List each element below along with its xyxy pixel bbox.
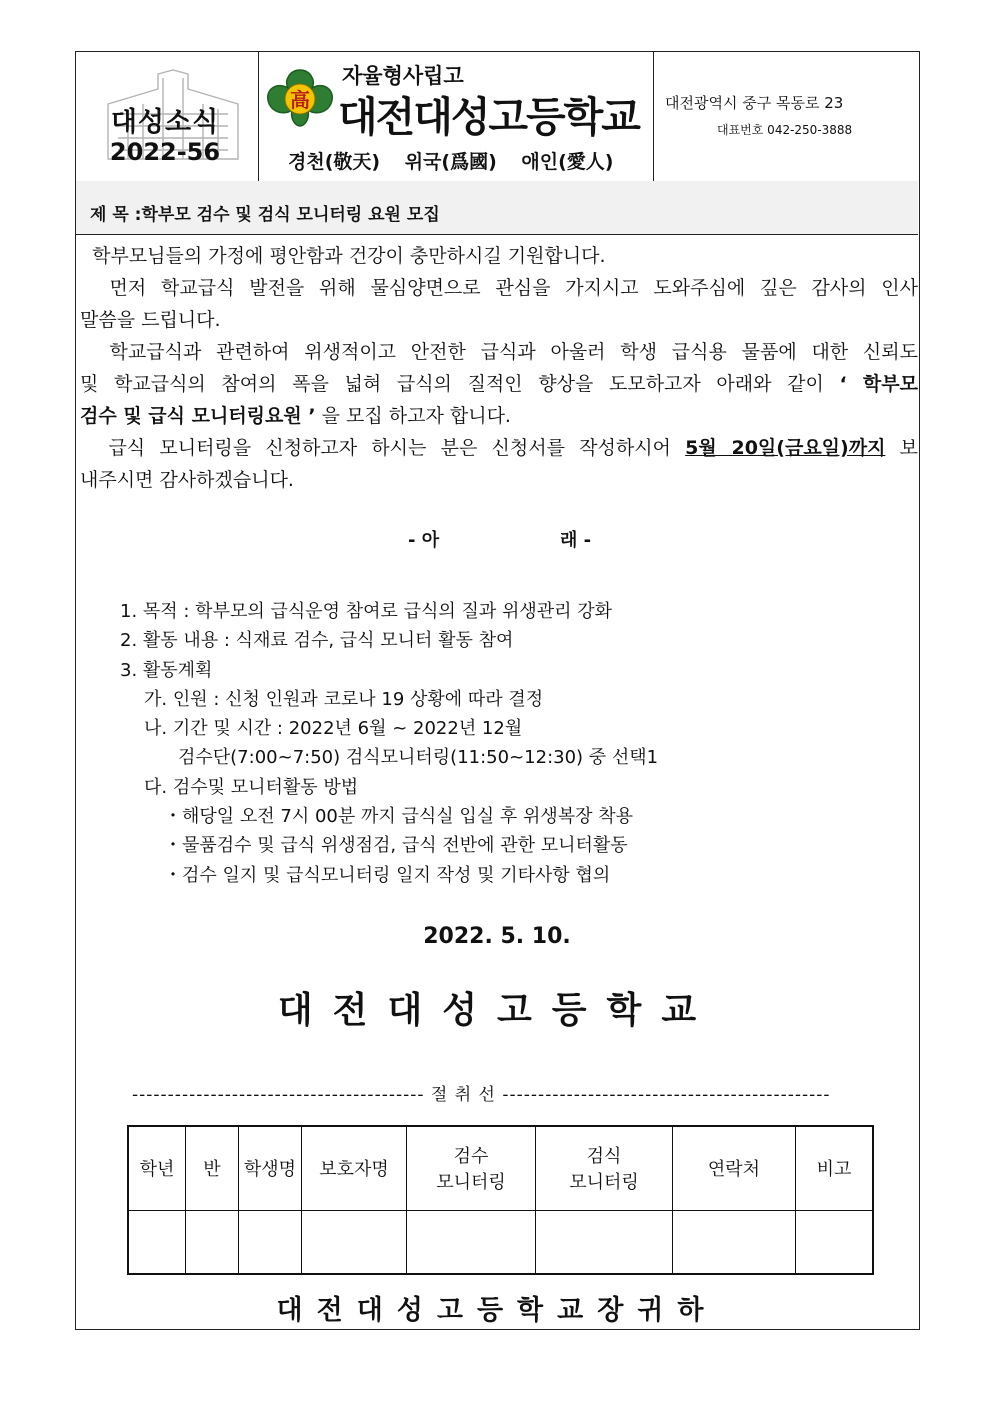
greeting-text: 학부모님들의 가정에 평안함과 건강이 충만하시길 기원합니다. [92,245,606,267]
thanks-line-1 [80,272,918,304]
school-motto: 경천(敬天) 위국(爲國) 애인(愛人) [288,151,614,173]
form-entry-row [128,1210,873,1274]
below-heading-left: - 아 [408,530,440,551]
recruit-role-1: ‘ 학부모 [839,373,918,395]
application-form [127,1125,874,1275]
school-contact [653,52,918,181]
thanks-line-2: 말씀을 드립니다. [80,309,221,331]
plan-time-slots: 검수단(7:00~7:50) 검식모니터링(11:50~12:30) 중 선택1 [178,747,659,769]
school-name: 대전대성고등학교 [338,93,639,141]
plan-headcount: 가. 인원 : 신청 인원과 코로나 19 상황에 따라 결정 [144,688,544,710]
greeting-paragraph [80,240,918,272]
grade-cell[interactable] [128,1210,186,1274]
newsletter-badge [76,52,259,181]
item-purpose: 1. 목적 : 학부모의 급식운영 참여로 급식의 질과 위생관리 강화 [120,601,613,622]
col-inspect-line1: 검수 [453,1146,489,1168]
cut-line: ----------------------------------------- 절 취 선 ---------------------------------------------- [132,1085,831,1105]
apply-text-2: 보 [885,437,918,459]
plan-method: 다. 검수및 모니터활동 방법 [144,776,359,798]
document-subject: 제 목 :학부모 검수 및 검식 모니터링 요원 모집 [76,181,918,235]
deadline-text: 5월 20일(금요일)까지 [685,437,886,459]
col-grade: 학년 [128,1126,186,1210]
school-phone: 대표번호 042-250-3888 [717,123,853,137]
purpose-line-1 [80,336,918,368]
school-identity [258,52,654,181]
details-list [120,597,658,890]
apply-line-1 [80,432,918,464]
newsletter-title: 대성소식 [110,107,220,138]
form-header-row [128,1126,873,1210]
purpose-text-2: 및 학교급식의 참여의 폭을 넓혀 급식의 질적인 향상을 도모하고자 아래와 같이 [80,373,840,395]
guardian-cell[interactable] [302,1210,407,1274]
col-taste-line2: 모니터링 [569,1172,639,1194]
item-plan: 3. 활동계획 [120,659,213,681]
newsletter-number: 2022-56 [109,138,221,166]
method-bullet-3: ・검수 일지 및 급식모니터링 일지 작성 및 기타사항 협의 [164,864,611,886]
recruit-role-2: 검수 및 급식 모니터링요원 ’ [80,405,316,427]
col-inspect [407,1126,536,1210]
purpose-text-1: 학교급식과 관련하여 위생적이고 안전한 급식과 아울러 학생 급식용 물품에 대한 신뢰도 [109,341,918,363]
taste-cell[interactable] [536,1210,673,1274]
student-cell[interactable] [239,1210,302,1274]
letter-body [80,240,918,496]
note-cell[interactable] [796,1210,874,1274]
issuer-signature: 대전대성고등학교 [277,990,717,1031]
letterhead [76,52,918,182]
col-class: 반 [186,1126,239,1210]
method-bullet-2: ・물품검수 및 급식 위생점검, 급식 전반에 관한 모니터활동 [164,835,628,857]
purpose-line-3 [80,400,918,432]
col-taste [536,1126,673,1210]
col-contact: 연락처 [673,1126,796,1210]
class-cell[interactable] [186,1210,239,1274]
issue-date: 2022. 5. 10. [423,924,571,949]
purpose-text-3: 을 모집 하고자 합니다. [315,405,511,427]
closing-addressee: 대전대성고등학교장귀하 [276,1295,718,1326]
col-inspect-line2: 모니터링 [436,1172,506,1194]
school-logo-icon [262,66,338,128]
apply-line-2: 내주시면 감사하겠습니다. [80,469,294,491]
logo-glyph: 高 [290,88,310,112]
contact-cell[interactable] [673,1210,796,1274]
thanks-text-1: 먼저 학교급식 발전을 위해 물심양면으로 관심을 가지시고 도와주심에 깊은 감사의 인사 [109,277,918,299]
inspect-cell[interactable] [407,1210,536,1274]
plan-period: 나. 기간 및 시간 : 2022년 6월 ~ 2022년 12월 [144,718,523,740]
item-activity: 2. 활동 내용 : 식재료 검수, 급식 모니터 활동 참여 [120,630,514,652]
col-taste-line1: 검식 [586,1146,622,1168]
apply-text-1: 급식 모니터링을 신청하고자 하시는 분은 신청서를 작성하시어 [108,437,686,459]
method-bullet-1: ・해당일 오전 7시 00분 까지 급식실 입실 후 위생복장 착용 [164,806,633,828]
document-frame [75,51,920,1330]
below-heading-right: 래 - [560,530,592,551]
col-guardian: 보호자명 [302,1126,407,1210]
col-note: 비고 [796,1126,874,1210]
school-address: 대전광역시 중구 목동로 23 [665,94,844,112]
purpose-line-2 [80,368,918,400]
school-type: 자율형사립고 [342,64,464,88]
col-student: 학생명 [239,1126,302,1210]
